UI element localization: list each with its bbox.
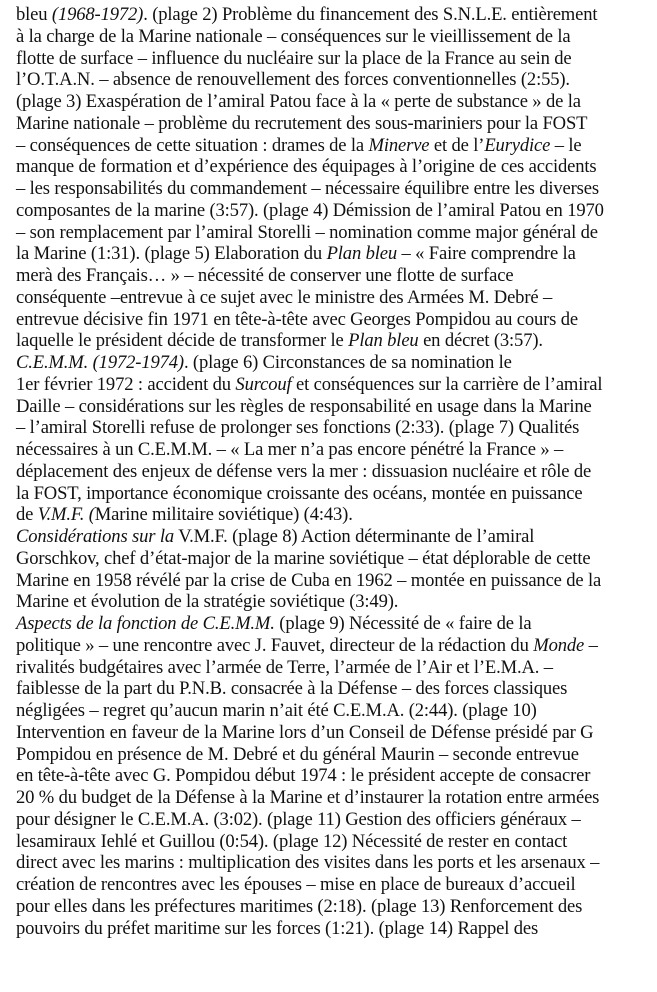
text-run: – l’amiral Storelli refuse de prolonger ses fonctions (2:33). (plage 7) Qualités [16, 417, 580, 439]
italic-text-run: Eurydice [484, 134, 551, 156]
text-line [16, 570, 656, 592]
text-line [16, 852, 656, 874]
text-run: Marine en 1958 révélé par la crise de Cuba en 1962 – montée en puissance de la [16, 569, 602, 591]
text-run: et de l’ [429, 134, 485, 156]
text-run: Intervention en faveur de la Marine lors d’un Conseil de Défense présidé par G [16, 721, 594, 743]
text-line [16, 439, 656, 461]
text-run: Marine nationale – problème du recrutement des sous-mariniers pour la FOST [16, 112, 588, 134]
italic-text-run: C.E.M.M. (1972-1974) [16, 352, 184, 373]
text-line [16, 504, 656, 526]
text-run: – les responsabilités du commandement – nécessaire équilibre entre les diverses [16, 178, 599, 199]
text-line [16, 613, 656, 635]
text-run: entrevue décisive fin 1971 en tête-à-tête avec Georges Pompidou au cours de [16, 308, 579, 330]
text-run: rivalités budgétaires avec l’armée de Terre, l’armée de l’Air et l’E.M.A. – [16, 656, 553, 678]
text-line [16, 483, 656, 505]
text-line [16, 48, 656, 70]
text-run: conséquente –entrevue à ce sujet avec le ministre des Armées M. Debré – [16, 286, 553, 308]
text-line [16, 918, 656, 940]
text-line [16, 809, 656, 831]
italic-text-run: Monde [533, 634, 585, 656]
text-run: pouvoirs du préfet maritime sur les forces (1:21). (plage 14) Rappel des [16, 917, 539, 939]
text-run: Marine et évolution de la stratégie soviétique (3:49). [16, 591, 399, 613]
text-line [16, 265, 656, 287]
italic-text-run: Aspects de la fonction de C.E.M.M. [16, 613, 275, 634]
text-run: – conséquences de cette situation : drames de la [16, 134, 369, 156]
text-run: création de rencontres avec les épouses – mise en place de bureaux d’accueil [16, 874, 576, 895]
text-line [16, 635, 656, 657]
text-run: et conséquences sur la carrière de l’amiral [291, 373, 603, 395]
text-line [16, 243, 656, 265]
text-line [16, 156, 656, 178]
text-run: déplacement des enjeux de défense vers la mer : dissuasion nucléaire et rôle de [16, 460, 592, 482]
text-line [16, 330, 656, 352]
text-run: flotte de surface – influence du nucléaire sur la place de la France au sein de [16, 47, 572, 69]
text-line [16, 26, 656, 48]
text-line [16, 678, 656, 700]
text-line [16, 69, 656, 91]
text-run: la FOST, importance économique croissante des océans, montée en puissance [16, 482, 583, 504]
text-run: manque de formation et d’expérience des équipages à l’origine de ces accidents [16, 156, 597, 178]
text-line [16, 396, 656, 418]
text-run: Gorschkov, chef d’état-major de la marine soviétique – état déplorable de cette [16, 547, 591, 569]
italic-text-run: Considérations sur la [16, 526, 175, 547]
text-line [16, 200, 656, 222]
text-run: composantes de la marine (3:57). (plage 4) Démission de l’amiral Patou en 1970 [16, 199, 604, 221]
text-run: bleu [16, 4, 52, 25]
text-run: la Marine (1:31). (plage 5) Elaboration du [16, 243, 327, 265]
text-run: Marine militaire soviétique) (4:43). [94, 504, 353, 526]
text-line [16, 526, 656, 548]
text-run: Daille – considérations sur les règles de responsabilité en usage dans la Marine [16, 395, 592, 417]
text-line [16, 374, 656, 396]
text-run: direct avec les marins : multiplication des visites dans les ports et les arsenaux – [16, 852, 600, 874]
text-run: . (plage 6) Circonstances de sa nomination le [183, 352, 512, 373]
text-run: – [584, 634, 598, 656]
text-run: l’O.T.A.N. – absence de renouvellement des forces conventionnelles (2:55). [16, 69, 570, 91]
text-run: laquelle le président décide de transformer le [16, 330, 349, 352]
text-run: – son remplacement par l’amiral Storelli – nomination comme major général de [16, 221, 598, 243]
text-line [16, 352, 656, 374]
text-line [16, 178, 656, 200]
text-line [16, 91, 656, 113]
text-run: à la charge de la Marine nationale – conséquences sur le vieillissement de la [16, 25, 571, 47]
text-run: en tête-à-tête avec G. Pompidou début 1974 : le président accepte de consacrer [16, 765, 591, 787]
text-run: (plage 3) Exaspération de l’amiral Patou face à la « perte de substance » de la [16, 91, 581, 112]
text-line [16, 657, 656, 679]
text-line [16, 287, 656, 309]
text-line [16, 461, 656, 483]
text-run: politique » – une rencontre avec J. Fauvet, directeur de la rédaction du [16, 634, 534, 656]
text-line [16, 222, 656, 244]
text-run: pour désigner le C.E.M.A. (3:02). (plage 11) Gestion des officiers généraux – [16, 808, 581, 830]
italic-text-run: (1968-1972) [51, 4, 144, 25]
text-run: en décret (3:57). [418, 330, 543, 352]
text-line [16, 548, 656, 570]
document-page [16, 4, 656, 939]
text-run: de [16, 504, 38, 526]
text-run: lesamiraux Iehlé et Guillou (0:54). (plage 12) Nécessité de rester en contact [16, 830, 568, 852]
text-run: merà des Français… » – nécessité de conserver une flotte de surface [16, 265, 514, 286]
text-line [16, 417, 656, 439]
text-run: – le [550, 134, 582, 156]
text-line [16, 135, 656, 157]
text-line [16, 787, 656, 809]
text-line [16, 591, 656, 613]
italic-text-run: Minerve [368, 134, 430, 156]
text-run: nécessaires à un C.E.M.M. – « La mer n’a pas encore pénétré la France » – [16, 439, 564, 460]
text-run: – « Faire comprendre la [397, 243, 576, 265]
italic-text-run: Plan bleu [326, 243, 398, 265]
text-run: 20 % du budget de la Défense à la Marine et d’instaurer la rotation entre armées [16, 787, 600, 808]
text-run: (plage 9) Nécessité de « faire de la [274, 613, 532, 634]
text-line [16, 765, 656, 787]
text-run: . (plage 2) Problème du financement des S.N.L.E. entièrement [143, 4, 598, 25]
text-run: V.M.F. (plage 8) Action déterminante de l’amiral [174, 526, 535, 547]
text-run: négligées – regret qu’aucun marin n’ait été C.E.M.A. (2:44). (plage 10) [16, 700, 537, 721]
text-run: 1er février 1972 : accident du [16, 373, 236, 395]
text-line [16, 874, 656, 896]
text-line [16, 4, 656, 26]
text-line [16, 896, 656, 918]
text-run: Pompidou en présence de M. Debré et du général Maurin – seconde entrevue [16, 743, 579, 765]
text-run: faiblesse de la part du P.N.B. consacrée à la Défense – des forces classiques [16, 678, 568, 700]
text-line [16, 309, 656, 331]
text-line [16, 700, 656, 722]
text-line [16, 831, 656, 853]
text-line [16, 113, 656, 135]
italic-text-run: V.M.F. ( [37, 504, 95, 526]
text-line [16, 722, 656, 744]
text-run: pour elles dans les préfectures maritimes (2:18). (plage 13) Renforcement des [16, 895, 583, 917]
italic-text-run: Surcouf [235, 373, 292, 395]
text-line [16, 744, 656, 766]
italic-text-run: Plan bleu [348, 330, 419, 352]
